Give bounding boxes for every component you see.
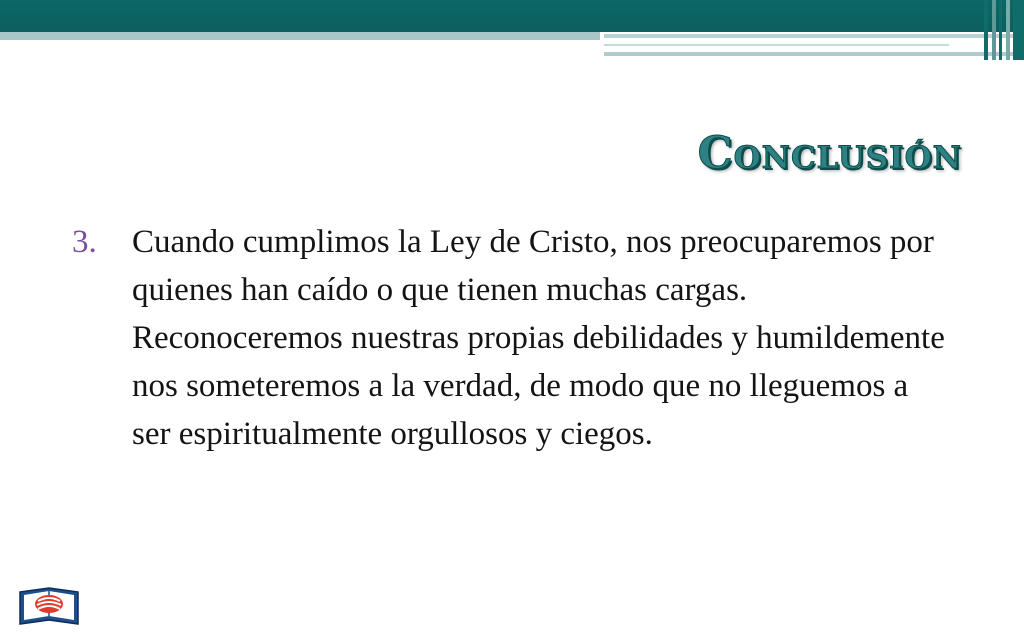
corner-stripes: [984, 0, 1024, 60]
header-stripe: [604, 44, 949, 46]
numbered-item: [72, 218, 972, 458]
header-stripe: [604, 34, 1024, 38]
item-text: Cuando cumplimos la Ley de Cristo, nos preocuparemos por quienes han caído o que tienen muchas cargas. Reconoceremos nuestras propias debilidades y humildemente nos someteremos a la verdad, de modo que no lleguemos a ser espiritualmente orgullosos y ciegos.: [132, 224, 945, 452]
slide-title: Conclusión: [697, 128, 962, 179]
open-book-logo-icon: [16, 580, 82, 630]
header-stripe: [604, 52, 1014, 56]
header-band-light: [0, 32, 600, 40]
item-number: 3.: [72, 224, 97, 260]
header-band: [0, 0, 1024, 32]
